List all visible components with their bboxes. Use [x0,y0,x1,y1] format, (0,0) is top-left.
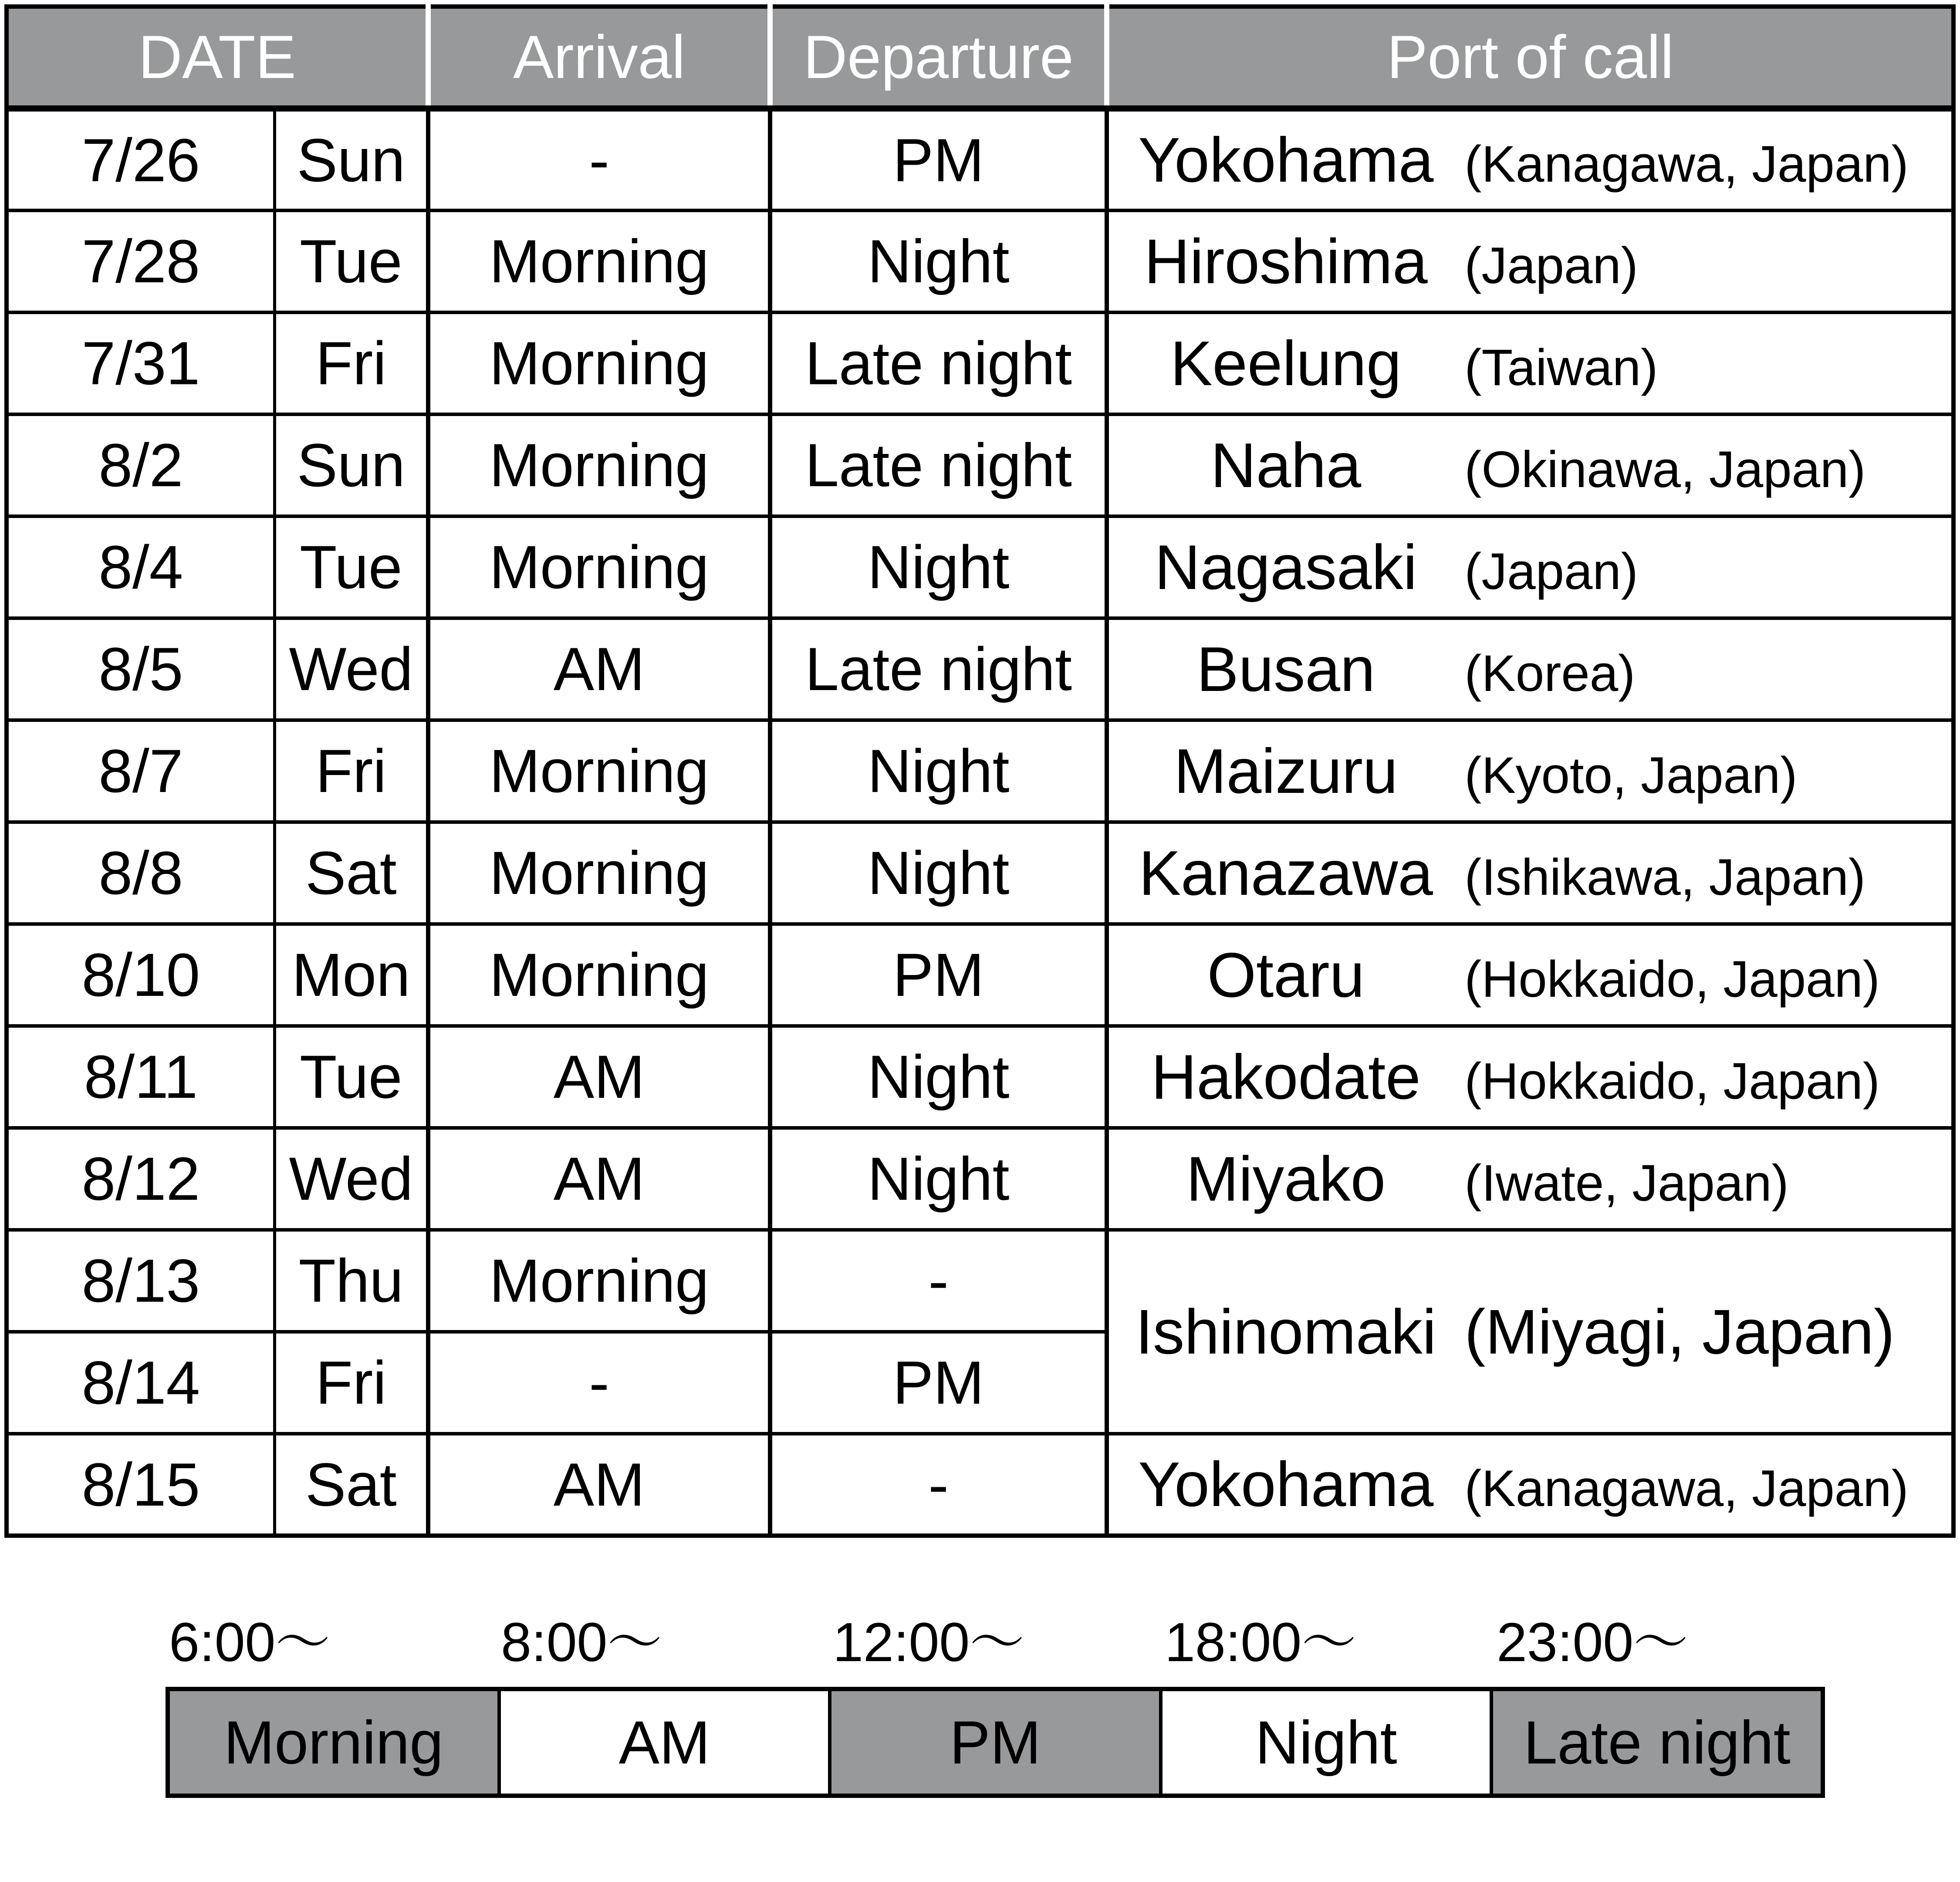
table-row [7,414,1953,516]
cell-arrival: AM [428,1128,770,1230]
cell-departure: PM [770,108,1107,210]
port-name: Nagasaki [1154,531,1417,603]
port-location: (Taiwan) [1464,338,1658,396]
port-location: (Hokkaido, Japan) [1464,950,1880,1008]
cell-date: 8/13 [7,1230,274,1332]
cell-date: 8/14 [7,1332,274,1434]
port-location: (Japan) [1464,542,1638,600]
port-location: (Hokkaido, Japan) [1464,1052,1880,1110]
legend-segment-pm: PM [828,1691,1159,1794]
cell-departure: Night [770,1128,1107,1230]
cell-arrival: Morning [428,210,770,312]
table-row [7,618,1953,720]
cell-arrival: Morning [428,924,770,1026]
cell-date: 7/31 [7,312,274,414]
cell-port [1107,1026,1953,1128]
legend-segment-late-night: Late night [1490,1691,1821,1794]
cell-port-merged [1107,1230,1953,1434]
cell-date: 8/15 [7,1434,274,1536]
cell-arrival: Morning [428,414,770,516]
cell-date: 8/10 [7,924,274,1026]
cell-port [1107,1434,1953,1536]
cell-day: Sat [274,822,428,924]
cell-day: Sat [274,1434,428,1536]
table-row [7,108,1953,210]
cell-departure: Night [770,720,1107,822]
cell-date: 7/28 [7,210,274,312]
cell-day: Sun [274,108,428,210]
cell-arrival: Morning [428,720,770,822]
table-row [7,822,1953,924]
cell-arrival: AM [428,1434,770,1536]
legend-time-label: 12:00～ [833,1611,1024,1673]
table-row [7,210,1953,312]
cell-port [1107,618,1953,720]
cell-arrival: AM [428,618,770,720]
cell-day: Thu [274,1230,428,1332]
port-name: Yokohama [1138,125,1434,195]
table-row [7,924,1953,1026]
cell-port [1107,210,1953,312]
table-row [7,1230,1953,1332]
table-row [7,1128,1953,1230]
table-row [7,1026,1953,1128]
port-name: Hiroshima [1144,226,1428,297]
legend-time-label: 18:00～ [1165,1611,1356,1673]
header-row [7,7,1953,108]
table-row [7,312,1953,414]
cell-date: 8/11 [7,1026,274,1128]
cell-date: 8/12 [7,1128,274,1230]
port-name: Kanazawa [1139,837,1433,908]
port-name: Busan [1196,633,1375,704]
cell-arrival: Morning [428,312,770,414]
cell-day: Tue [274,210,428,312]
cell-date: 7/26 [7,108,274,210]
cell-departure: Late night [770,312,1107,414]
legend-segment-am: AM [497,1691,828,1794]
port-name: Yokohama [1138,1449,1434,1520]
cell-date: 8/4 [7,516,274,618]
cell-arrival: - [428,108,770,210]
legend-time-label: 6:00～ [169,1611,331,1673]
itinerary-table [4,4,1956,1538]
page [0,4,1960,1798]
cell-port [1107,1128,1953,1230]
port-location: (Kanagawa, Japan) [1464,1460,1909,1517]
port-location: (Iwate, Japan) [1464,1154,1789,1212]
cell-departure: PM [770,924,1107,1026]
cell-port [1107,720,1953,822]
port-location: (Ishikawa, Japan) [1464,848,1865,906]
cell-date: 8/2 [7,414,274,516]
cell-arrival: Morning [428,1230,770,1332]
port-name: Hakodate [1151,1041,1421,1112]
table-row [7,720,1953,822]
cell-day: Fri [274,1332,428,1434]
cell-departure: - [770,1230,1107,1332]
port-name: Keelung [1170,328,1402,399]
cell-arrival: AM [428,1026,770,1128]
cell-port [1107,108,1953,210]
table-row [7,516,1953,618]
legend-time-label: 8:00～ [501,1611,662,1673]
port-location: (Korea) [1464,644,1636,702]
cell-arrival: Morning [428,822,770,924]
cell-departure: Late night [770,618,1107,720]
cell-arrival: - [428,1332,770,1434]
cell-departure: Night [770,822,1107,924]
cell-port [1107,924,1953,1026]
port-location: (Kanagawa, Japan) [1464,135,1909,193]
time-legend [166,1603,1825,1798]
cell-arrival: Morning [428,516,770,618]
cell-date: 8/5 [7,618,274,720]
cell-departure: Night [770,210,1107,312]
cell-day: Tue [274,516,428,618]
cell-departure: - [770,1434,1107,1536]
port-location: (Kyoto, Japan) [1464,746,1798,804]
legend-segment-night: Night [1159,1691,1490,1794]
header-date: DATE [7,7,428,108]
cell-day: Mon [274,924,428,1026]
port-name: Maizuru [1174,735,1398,806]
header-arrival: Arrival [428,7,770,108]
cell-day: Wed [274,618,428,720]
cell-day: Tue [274,1026,428,1128]
cell-day: Wed [274,1128,428,1230]
legend-time-label: 23:00～ [1497,1611,1688,1673]
cell-day: Fri [274,312,428,414]
header-port-of-call: Port of call [1107,7,1953,108]
cell-port [1107,312,1953,414]
cell-departure: Night [770,1026,1107,1128]
cell-day: Fri [274,720,428,822]
port-location: (Miyagi, Japan) [1464,1296,1895,1367]
cell-departure: Night [770,516,1107,618]
legend-segment-morning: Morning [170,1691,497,1794]
port-location: (Japan) [1464,237,1638,294]
cell-port [1107,516,1953,618]
port-name: Miyako [1186,1143,1386,1214]
port-name: Naha [1210,430,1361,501]
cell-date: 8/8 [7,822,274,924]
cell-departure: Late night [770,414,1107,516]
cell-day: Sun [274,414,428,516]
legend-bar [166,1687,1825,1798]
cell-port [1107,822,1953,924]
port-name: Ishinomaki [1135,1296,1436,1367]
legend-time-labels [166,1603,1825,1677]
header-departure: Departure [770,7,1107,108]
port-location: (Okinawa, Japan) [1464,440,1866,498]
port-name: Otaru [1207,939,1365,1010]
cell-port [1107,414,1953,516]
table-row [7,1434,1953,1536]
cell-date: 8/7 [7,720,274,822]
cell-departure: PM [770,1332,1107,1434]
